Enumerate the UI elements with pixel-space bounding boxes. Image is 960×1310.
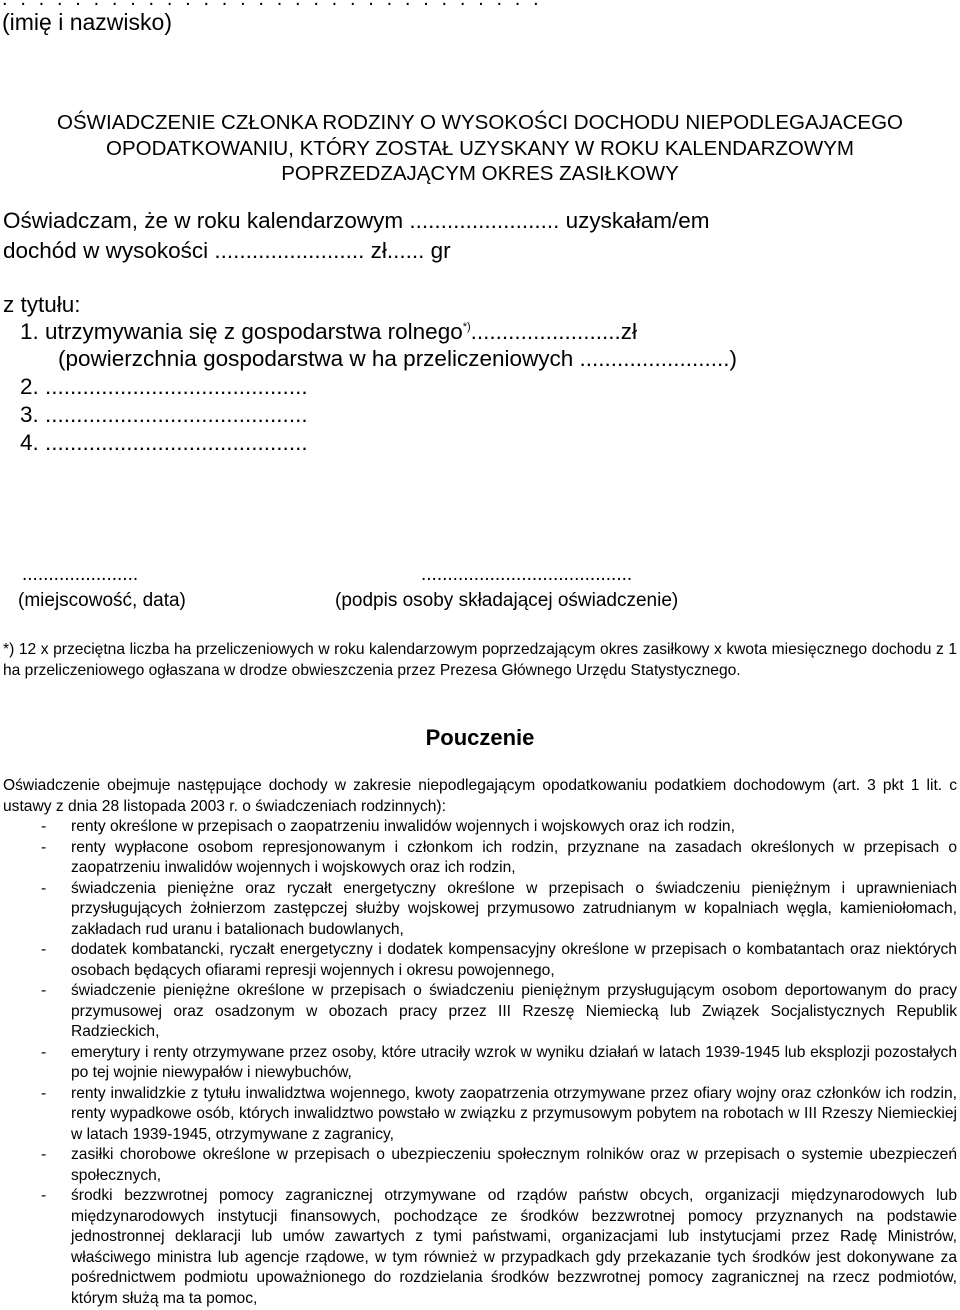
name-label: (imię i nazwisko) — [2, 9, 172, 35]
income-source-label: z tytułu: — [3, 292, 81, 317]
list-item-text: środki bezzwrotnej pomocy zagranicznej otrzymywane od rządów państw obcych, organizacji międzynarodowych lub międzynarodowych instytucji finansowych, pochodzące ze środków bezzwrotnej pomocy przyznanych na podstawie jednostronnej deklaracji lub umów zawartych z tymi państwami, organizacjami lub instytucjami przez Radę Ministrów, właściwego ministra lub agencje rządowe, w tym również w przypadkach gdy przekazanie tych środków jest dokonywane za pośrednictwem podmiotu upoważnionego do rozdzielania środków bezzwrotnej pomocy zagranicznej na rzecz podmiotów, którym służą ma ta pomoc, — [71, 1187, 957, 1307]
place-date-label: (miejscowość, data) — [18, 590, 186, 611]
list-item: - środki bezzwrotnej pomocy zagranicznej otrzymywane od rządów państw obcych, organizacji międzynarodowych lub międzynarodowych instytucji finansowych, pochodzące ze środków bezzwrotnej pomocy przyznanych na podstawie jednostronnej deklaracji lub umów zawartych z tymi państwami, organizacjami lub instytucjami przez Radę Ministrów, właściwego ministra lub agencje rządowe, w tym również w przypadkach gdy przekazanie tych środków jest dokonywane za pośrednictwem podmiotu upoważnionego do rozdzielania środków bezzwrotnej pomocy zagranicznej na rzecz podmiotów, którym służą ma ta pomoc, — [41, 1187, 957, 1307]
income-item-2: 2. .......................................... — [20, 374, 308, 399]
footnote-marker: *) — [462, 321, 471, 333]
list-item-text: renty inwalidzkie z tytułu inwalidztwa wojennego, kwoty zaopatrzenia otrzymywane przez ofiary wojny oraz członków ich rodzin, renty wypadkowe osób, których inwalidztwo powstało w związku z przymusowym pobytem na robotach w III Rzeszy Niemieckiej w latach 1939-1945, otrzymywane z zagranicy, — [71, 1084, 957, 1143]
list-item-text: świadczenia pieniężne oraz ryczałt energetyczny określone w przepisach o świadczeniu pieniężnym i uprawnieniach przysługujących żołnierzom zastępczej służby wojskowej przymusowo zatrudnianym w kopalniach węgla, kamieniołomach, zakładach rud uranu i batalionach budowlanych, — [71, 879, 957, 938]
income-item-3: 3. .......................................... — [20, 402, 308, 427]
list-item-text: dodatek kombatancki, ryczałt energetyczny i dodatek kompensacyjny określone w przepisach o kombatantach oraz niektórych osobach będących ofiarami represji wojennych i okresu powojennego, — [71, 941, 957, 979]
instruction-intro: Oświadczenie obejmuje następujące dochody w zakresie niepodlegającym opodatkowaniu podatkiem dochodowym (art. 3 pkt 1 lit. c ustawy z dnia 28 listopada 2003 r. o świadczeniach rodzinnych): — [3, 777, 957, 815]
list-item-text: renty wypłacone osobom represjonowanym i członkom ich rodzin, przyznane na zasadach określonych w przepisach o zaopatrzeniu inwalidów wojennych i wojskowych oraz ich rodzin, — [71, 838, 957, 876]
list-item-text: świadczenie pieniężne określone w przepisach o świadczeniu pieniężnym przysługującym osobom deportowanym do pracy przymusowej oraz osadzonym w obozach pracy przez III Rzeszę Niemiecką lub Związek Socjalistycznych Republik Radzieckich, — [71, 982, 957, 1040]
list-item: - renty wypłacone osobom represjonowanym i członkom ich rodzin, przyznane na zasadach określonych w przepisach o zaopatrzeniu inwalidów wojennych i wojskowych oraz ich rodzin, — [41, 838, 957, 876]
list-item-text: zasiłki chorobowe określone w przepisach o ubezpieczeniu społecznym rolników oraz w przepisach o systemie ubezpieczeń społecznych, — [71, 1146, 957, 1184]
list-item: - świadczenia pieniężne oraz ryczałt energetyczny określone w przepisach o świadczeniu pieniężnym i uprawnieniach przysługujących żołnierzom zastępczej służby wojskowej przymusowo zatrudnianym w kopalniach węgla, kamieniołomach, zakładach rud uranu i batalionach budowlanych, — [41, 879, 957, 938]
income-item-1 — [20, 319, 637, 345]
statement-year-line: Oświadczam, że w roku kalendarzowym ........................ uzyskałam/em — [3, 208, 710, 233]
income-item-1-text: 1. utrzymywania się z gospodarstwa rolnego — [20, 319, 463, 344]
signature-label: (podpis osoby składającej oświadczenie) — [335, 590, 679, 611]
list-item: - zasiłki chorobowe określone w przepisach o ubezpieczeniu społecznym rolników oraz w przepisach o systemie ubezpieczeń społecznych, — [41, 1146, 957, 1184]
income-types-list — [3, 817, 957, 1309]
income-item-4: 4. .......................................... — [20, 430, 308, 455]
list-item: - emerytury i renty otrzymywane przez osoby, które utraciły wzrok w wyniku działań w latach 1939-1945 lub eksplozji pozostałych po tej wojnie niewypałów i niewybuchów, — [41, 1043, 957, 1081]
list-item: - dodatek kombatancki, ryczałt energetyczny i dodatek kompensacyjny określone w przepisach o kombatantach oraz niektórych osobach będących ofiarami represji wojennych i okresu powojennego, — [41, 941, 957, 979]
list-item-text: emerytury i renty otrzymywane przez osoby, które utraciły wzrok w wyniku działań w latach 1939-1945 lub eksplozji pozostałych po tej wojnie niewypałów i niewybuchów, — [71, 1043, 957, 1081]
list-item: - renty określone w przepisach o zaopatrzeniu inwalidów wojennych i wojskowych oraz ich rodzin, — [41, 818, 735, 835]
list-item: - świadczenie pieniężne określone w przepisach o świadczeniu pieniężnym przysługującym osobom deportowanym do pracy przymusowej oraz osadzonym w obozach pracy przez III Rzeszę Niemiecką lub Związek Socjalistycznych Republik Radzieckich, — [41, 982, 957, 1040]
instruction-heading: Pouczenie — [425, 725, 535, 750]
place-date-dotted-line: ...................... — [22, 564, 139, 585]
signature-dotted-line: ........................................ — [421, 564, 633, 585]
list-item-text: renty określone w przepisach o zaopatrzeniu inwalidów wojennych i wojskowych oraz ich rodzin, — [71, 818, 735, 835]
document-title-line-3: POPRZEDZAJĄCYM OKRES ZASIŁKOWY — [281, 162, 679, 185]
statement-income-line: dochód w wysokości ........................ zł...... gr — [3, 238, 451, 263]
list-item: - renty inwalidzkie z tytułu inwalidztwa wojennego, kwoty zaopatrzenia otrzymywane przez ofiary wojny oraz członków ich rodzin, renty wypadkowe osób, których inwalidztwo powstało w związku z przymusowym pobytem na robotach w III Rzeszy Niemieckiej w latach 1939-1945, otrzymywane z zagranicy, — [41, 1084, 957, 1143]
document-title-line-1: OŚWIADCZENIE CZŁONKA RODZINY O WYSOKOŚCI DOCHODU NIEPODLEGAJACEGO — [57, 111, 903, 134]
footnote-text: *) 12 x przeciętna liczba ha przeliczeniowych w roku kalendarzowym poprzedzającym okres zasiłkowy x kwota miesięcznego dochodu z 1 ha przeliczeniowego ogłaszana w drodze obwieszczenia przez Prezesa Głównego Urzędu Statystycznego. — [3, 641, 957, 679]
document-title-line-2: OPODATKOWANIU, KTÓRY ZOSTAŁ UZYSKANY W ROKU KALENDARZOWYM — [106, 137, 854, 160]
farm-area-line: (powierzchnia gospodarstwa w ha przeliczeniowych ........................) — [58, 346, 738, 371]
income-item-1-amount: ........................zł — [470, 319, 637, 344]
